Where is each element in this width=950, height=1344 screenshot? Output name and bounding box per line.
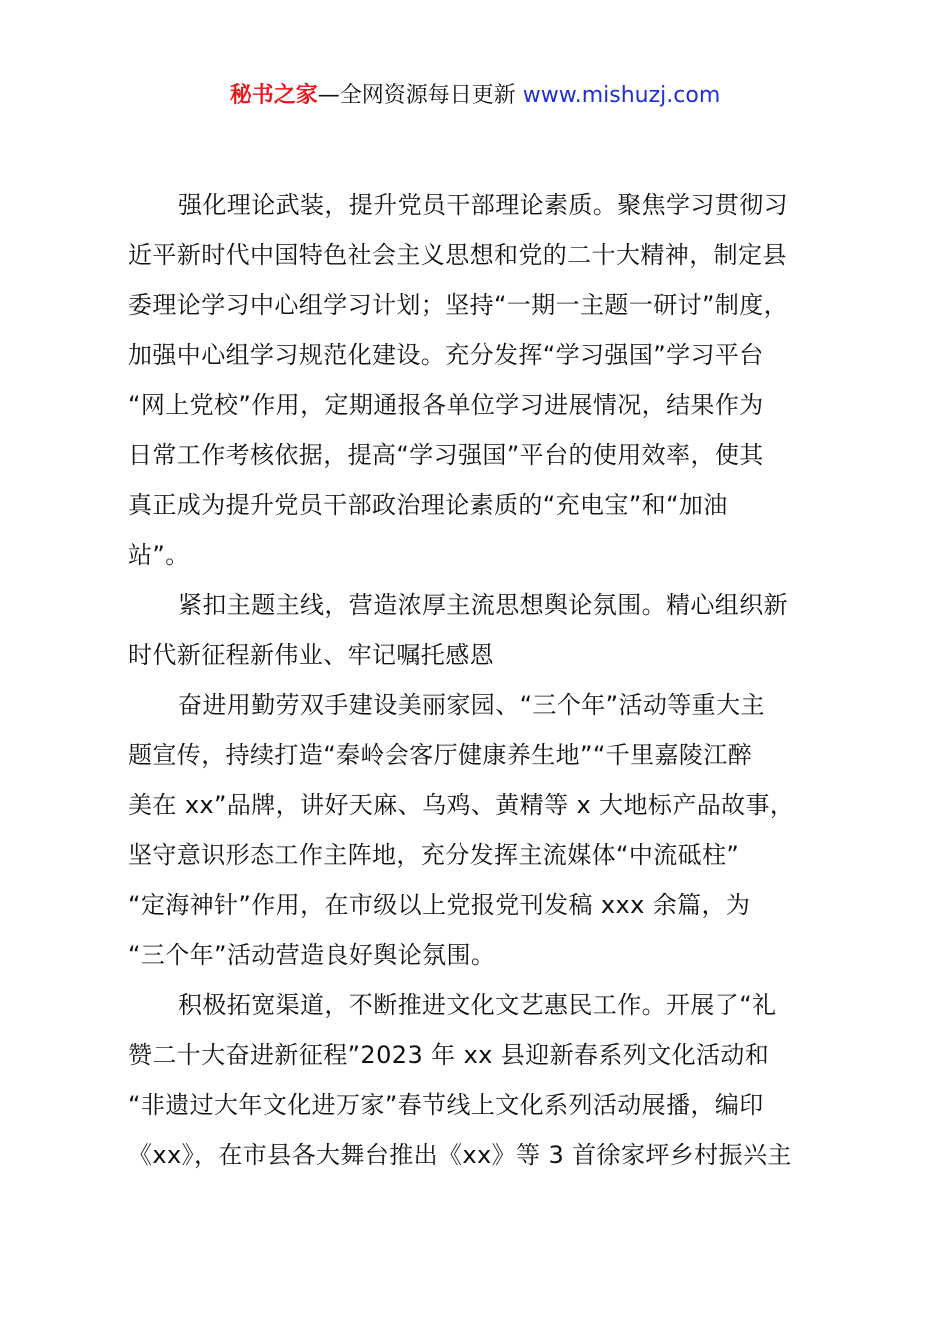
header-tagline: —全网资源每日更新 — [317, 83, 523, 108]
text-line: 赞二十大奋进新征程”2023 年 xx 县迎新春系列文化活动和 — [128, 1041, 770, 1069]
text-line: 强化理论武装，提升党员干部理论素质。聚焦学习贯彻习 — [178, 191, 788, 219]
text-line: 委理论学习中心组学习计划；坚持“一期一主题一研讨”制度， — [128, 291, 789, 319]
header-brand: 秘书之家 — [229, 83, 318, 108]
document-body — [128, 180, 848, 1180]
text-line: 《xx》，在市县各大舞台推出《xx》等 3 首徐家坪乡村振兴主 — [128, 1141, 792, 1169]
text-line: 积极拓宽渠道，不断推进文化文艺惠民工作。开展了“礼 — [178, 991, 777, 1019]
text-line: 奋进用勤劳双手建设美丽家园、“三个年”活动等重大主 — [178, 691, 765, 719]
text-line: “非遗过大年文化进万家”春节线上文化系列活动展播，编印 — [128, 1091, 764, 1119]
text-line: 加强中心组学习规范化建设。充分发挥“学习强国”学习平台 — [128, 341, 764, 369]
text-line: 日常工作考核依据，提高“学习强国”平台的使用效率，使其 — [128, 441, 764, 469]
text-line: 近平新时代中国特色社会主义思想和党的二十大精神，制定县 — [128, 241, 787, 269]
text-line: 紧扣主题主线，营造浓厚主流思想舆论氛围。精心组织新 — [178, 591, 788, 619]
text-line: 站”。 — [128, 541, 190, 569]
page-header — [0, 80, 950, 112]
text-line: 时代新征程新伟业、牢记嘱托感恩 — [128, 641, 494, 669]
text-line: 题宣传，持续打造“秦岭会客厅健康养生地”“千里嘉陵江醉 — [128, 741, 753, 769]
text-line: “网上党校”作用，定期通报各单位学习进展情况，结果作为 — [128, 391, 764, 419]
text-line: 美在 xx”品牌，讲好天麻、乌鸡、黄精等 x 大地标产品故事， — [128, 791, 795, 819]
text-line: 坚守意识形态工作主阵地，充分发挥主流媒体“中流砥柱” — [128, 841, 740, 869]
text-line: 真正成为提升党员干部政治理论素质的“充电宝”和“加油 — [128, 491, 728, 519]
text-line: “三个年”活动营造良好舆论氛围。 — [128, 941, 496, 969]
text-line: “定海神针”作用，在市级以上党报党刊发稿 xxx 余篇，为 — [128, 891, 751, 919]
header-site-link[interactable]: www.mishuzj.com — [522, 83, 721, 108]
